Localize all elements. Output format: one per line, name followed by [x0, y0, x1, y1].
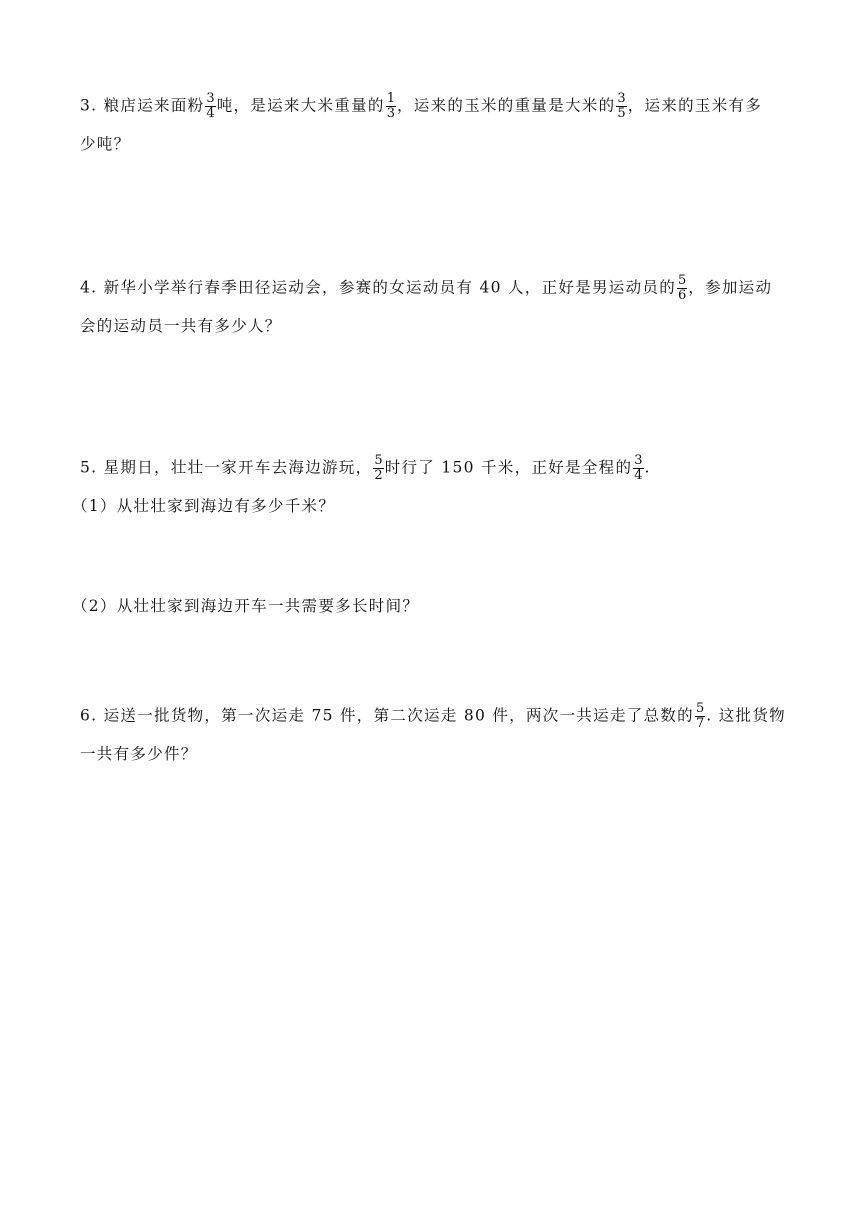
fraction-denominator: 4 [206, 106, 215, 121]
question-6-text-2: . 这批货物 [706, 706, 786, 725]
question-3-text-4: ，运来的玉米有多 [627, 96, 763, 115]
question-6-text-1: 6. 运送一批货物，第一次运走 75 件，第二次运走 80 件，两次一共运走了总数的 [80, 706, 694, 725]
question-5-text-2: 时行了 150 千米，正好是全程的 [384, 458, 633, 477]
fraction-numerator: 3 [206, 91, 215, 106]
question-3-fraction-1 [205, 92, 215, 121]
question-5-sub-2: （2）从壮壮家到海边开车一共需要多长时间？ [72, 597, 420, 615]
question-3-text-1: 3. 粮店运来面粉 [80, 96, 205, 115]
question-3-text-3: ，运来的玉米的重量是大米的 [397, 96, 616, 115]
fraction-numerator: 5 [678, 273, 687, 288]
fraction-denominator: 4 [634, 468, 643, 483]
fraction-denominator: 5 [617, 106, 626, 121]
question-4-text-2: ，参加运动 [688, 278, 773, 297]
question-5-sub-1: （1）从壮壮家到海边有多少千米？ [72, 497, 336, 515]
fraction-denominator: 6 [678, 288, 687, 303]
question-4-line-1 [80, 274, 772, 303]
question-5-fraction-2 [633, 454, 643, 483]
fraction-numerator: 5 [374, 453, 383, 468]
question-5-text-3: . [644, 458, 651, 477]
fraction-denominator: 3 [386, 106, 395, 121]
question-3-text-2: 吨，是运来大米重量的 [216, 96, 385, 115]
question-3-line-2: 少吨？ [80, 135, 131, 153]
question-3-fraction-2 [386, 92, 396, 121]
fraction-numerator: 1 [386, 91, 395, 106]
fraction-denominator: 7 [695, 716, 705, 731]
question-5-line-1 [80, 454, 651, 483]
question-4-line-2: 会的运动员一共有多少人？ [80, 317, 282, 335]
question-5-text-1: 5. 星期日，壮壮一家开车去海边游玩， [80, 458, 373, 477]
question-4-fraction-1 [677, 274, 687, 303]
fraction-numerator: 3 [617, 91, 626, 106]
fraction-numerator: 3 [634, 453, 643, 468]
question-6-line-2: 一共有多少件？ [80, 745, 198, 763]
question-5-fraction-1 [373, 454, 383, 483]
question-3-line-1 [80, 92, 762, 121]
question-6-fraction-1 [695, 702, 705, 731]
fraction-denominator: 2 [374, 468, 383, 483]
question-4-text-1: 4. 新华小学举行春季田径运动会，参赛的女运动员有 40 人，正好是男运动员的 [80, 278, 676, 297]
fraction-numerator: 5 [695, 701, 705, 716]
question-6-line-1 [80, 702, 786, 731]
question-3-fraction-3 [616, 92, 626, 121]
